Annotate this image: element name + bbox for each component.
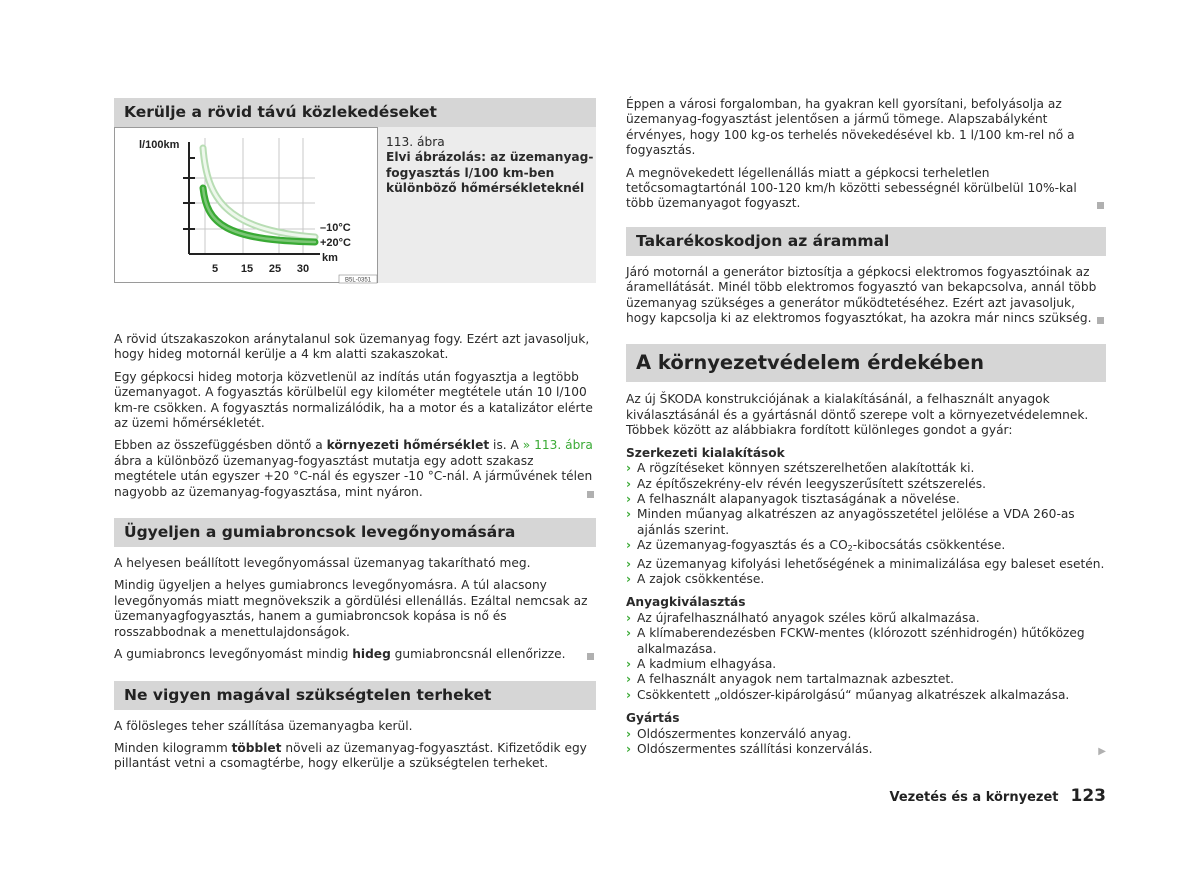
list-item: › A rögzítéseket könnyen szétszerelhetően alakították ki. [626, 461, 975, 476]
figure-caption-panel [378, 127, 596, 283]
section-heading-unnecessary-load: Ne vigyen magával szükségtelen terheket [114, 681, 596, 710]
bullet-arrow-icon: › [626, 476, 632, 491]
subheading-design: Szerkezeti kialakítások [626, 445, 785, 460]
list-item: › A klímaberendezésben FCKW-mentes (klórozott szénhidrogén) hűtőközeg alkalmazása. [626, 626, 1085, 656]
paragraph: Az új ŠKODA konstrukciójának a kialakításánál, a felhasznált anyagok kiválasztásánál és a gyártásnál döntő szerepe volt a környezetvédelemnek. Többek között az alábbiakra fordított különleges gondot a gyár: [626, 392, 1089, 438]
section-heading-tire-pressure: Ügyeljen a gumiabroncsok levegőnyomására [114, 518, 596, 547]
bullet-arrow-icon: › [626, 556, 632, 571]
bold-term: hideg [352, 647, 391, 662]
bold-term: többlet [231, 740, 282, 755]
section-end-mark [1097, 317, 1104, 324]
bullet-arrow-icon: › [626, 507, 632, 522]
legend-warm: +20°C [320, 237, 352, 249]
bullet-arrow-icon: › [626, 571, 632, 586]
figure-link[interactable]: » 113. ábra [522, 438, 593, 453]
list-item: › Oldószermentes szállítási konzerválás. ▶ [626, 742, 1106, 757]
page-footer [889, 786, 1106, 806]
list-item: › Az üzemanyag-fogyasztás és a $CO_2$-kibocsátás csökkentése. [626, 538, 1006, 554]
bullet-arrow-icon: › [626, 626, 632, 641]
chapter-title: Vezetés és a környezet [889, 790, 1059, 805]
section-end-mark [587, 491, 594, 498]
section-heading-environment: A környezetvédelem érdekében [626, 344, 1106, 382]
paragraph: A fölösleges teher szállítása üzemanyagba kerül. [114, 718, 413, 733]
y-axis-label: l/100km [139, 139, 180, 151]
section-heading-short-trips: Kerülje a rövid távú közlekedéseket [114, 98, 596, 127]
bold-term: környezeti hőmérséklet [326, 438, 490, 453]
paragraph: Minden kilogramm többlet növeli az üzemanyag-fogyasztást. Kifizetődik egy pillantást vetni a csomagtérbe, hogy elkerülje a szükségtelen terheket. [114, 740, 587, 771]
left-column [114, 98, 596, 779]
list-production [626, 727, 1106, 758]
section-heading-save-power: Takarékoskodjon az árammal [626, 227, 1106, 256]
section-end-mark [587, 653, 594, 660]
consumption-chart [114, 127, 378, 283]
paragraph: Éppen a városi forgalomban, ha gyakran kell gyorsítani, befolyásolja az üzemanyag-fogyasztást jelentősen a jármű tömege. Alapszabályként érvényes, hogy 100 kg-os terhelés növekedésével kb. 1 l/100 km-rel nő a fogyasztás. [626, 97, 1075, 158]
paragraph: Ebben az összefüggésben döntő a környezeti hőmérséklet is. A » 113. ábra ábra a különböző üzemanyag-fogyasztást mutatja egy adott szakasz megtétele után egyszer +20 °C-nál és egyszer -10 °C-nál. A járművének télen nagyobb az üzemanyag-fogyasztása, mint nyáron. [114, 438, 593, 499]
bullet-arrow-icon: › [626, 656, 632, 671]
x-tick-label: 30 [296, 263, 310, 275]
section-end-mark [1097, 202, 1104, 209]
list-item: › Csökkentett „oldószer-kipárolgású“ műanyag alkatrészek alkalmazása. [626, 687, 1070, 702]
figure-caption: Elvi ábrázolás: az üzemanyag-fogyasztás l/100 km-ben különböző hőmérsékleteknél [386, 150, 594, 196]
bullet-arrow-icon: › [626, 491, 632, 506]
x-tick-label: 25 [268, 263, 282, 275]
right-column [626, 97, 1106, 765]
paragraph: Járó motornál a generátor biztosítja a gépkocsi elektromos fogyasztóinak az áramellátását. Minél több elektromos fogyasztó van bekapcsolva, annál több üzemanyag szükséges a generátor működtetéséhez. Ezért azt javasoljuk, hogy kapcsolja ki az elektromos fogyasztókat, ha azokra már nincs szükség. [626, 265, 1106, 327]
bullet-arrow-icon: › [626, 672, 632, 687]
subheading-materials: Anyagkiválasztás [626, 595, 746, 610]
consumption-chart-svg [115, 128, 379, 284]
paragraph: A helyesen beállított levegőnyomással üzemanyag takarítható meg. [114, 556, 531, 571]
x-tick-label: 15 [240, 263, 254, 275]
bullet-arrow-icon: › [626, 538, 632, 553]
list-item: › Minden műanyag alkatrészen az anyagösszetétel jelölése a VDA 260-as ajánlás szerint. [626, 507, 1075, 537]
list-item: › A felhasznált anyagok nem tartalmaznak azbesztet. [626, 672, 955, 687]
list-item: › A kadmium elhagyása. [626, 656, 777, 671]
paragraph: A rövid útszakaszokon aránytalanul sok üzemanyag fogy. Ezért azt javasoljuk, hogy hideg motornál kerülje a 4 km alatti szakaszokat. [114, 332, 590, 362]
x-tick-label: 5 [211, 263, 219, 275]
bullet-arrow-icon: › [626, 726, 632, 741]
paragraph: Mindig ügyeljen a helyes gumiabroncs levegőnyomásra. A túl alacsony levegőnyomás miatt megnövekszik a gördülési ellenállás. Ezáltal nemcsak az üzemanyagfogyasztás, hanem a gumiabroncsok kopása is nő és rosszabbodnak a menettulajdonságok. [114, 578, 588, 639]
legend-cold: –10°C [320, 222, 351, 234]
figure-number: 113. ábra [386, 135, 445, 149]
bullet-arrow-icon: › [626, 610, 632, 625]
list-item: › A felhasznált alapanyagok tisztaságának a növelése. [626, 491, 960, 506]
list-materials [626, 611, 1106, 703]
x-axis-label: km [322, 252, 338, 264]
list-item: › Oldószermentes konzerváló anyag. [626, 726, 852, 741]
figure-code: B5L-0351 [344, 277, 372, 284]
paragraph: A gumiabroncs levegőnyomást mindig hideg gumiabroncsnál ellenőrizze. [114, 647, 596, 662]
figure-113 [114, 127, 596, 325]
list-design [626, 461, 1106, 587]
paragraph: Egy gépkocsi hideg motorja közvetlenül az indítás után fogyasztja a legtöbb üzemanyagot. A fogyasztás körülbelül egy kilométer megtétele után 10 l/100 km-re csökken. A fogyasztás normalizálódik, ha a motor és a katalizátor elérte az üzemi hőmérsékletét. [114, 369, 593, 431]
bullet-arrow-icon: › [626, 742, 632, 756]
list-item: › A zajok csökkentése. [626, 571, 765, 586]
bullet-arrow-icon: › [626, 461, 632, 476]
paragraph: A megnövekedett légellenállás miatt a gépkocsi terheletlen tetőcsomagtartónál 100-120 km/h közötti sebességnél körülbelül 10%-kal több üzemanyagot fogyaszt. [626, 166, 1106, 212]
continue-arrow-icon: ▶ [1098, 746, 1106, 757]
list-item: › Az üzemanyag kifolyási lehetőségének a minimalizálása egy baleset esetén. [626, 556, 1105, 571]
list-item: › Az építőszekrény-elv révén leegyszerűsített szétszerelés. [626, 476, 987, 491]
list-item: › Az újrafelhasználható anyagok széles körű alkalmazása. [626, 610, 980, 625]
page-number: 123 [1070, 786, 1106, 806]
bullet-arrow-icon: › [626, 687, 632, 702]
subheading-production: Gyártás [626, 711, 680, 726]
